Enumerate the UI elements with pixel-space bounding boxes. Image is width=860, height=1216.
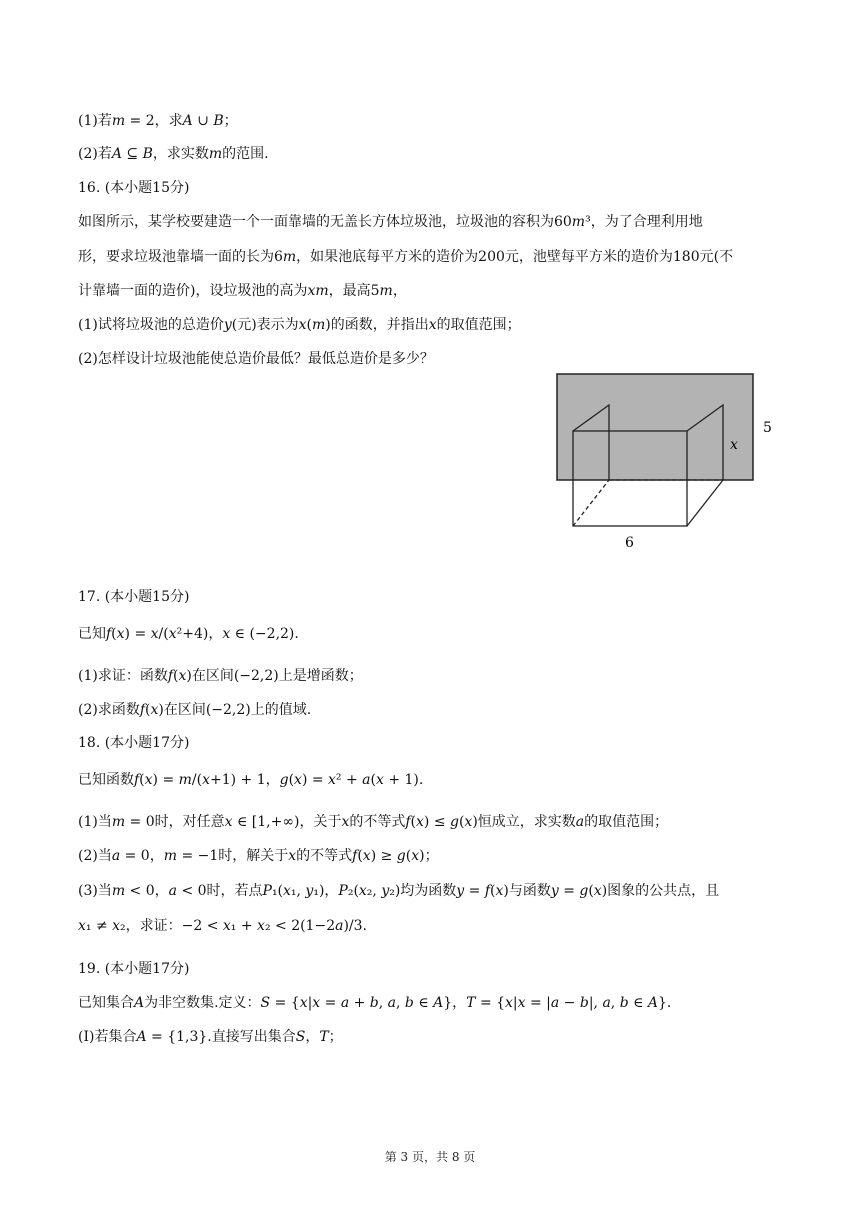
q17-stem: 已知𝑓(𝑥) = 𝑥/(𝑥²+4)，𝑥 ∈ (−2,2). xyxy=(78,626,299,642)
q16-part1: (1)试将垃圾池的总造价𝑦(元)表示为𝑥(𝑚)的函数，并指出𝑥的取值范围； xyxy=(78,317,521,333)
q15-part2: (2)若𝐴 ⊆ 𝐵，求实数𝑚的范围. xyxy=(78,146,269,162)
garbage-pool-figure xyxy=(555,372,785,552)
box-hidden-diagonal-edge xyxy=(573,480,609,526)
q16-stem-line3: 计靠墙一面的造价)，设垃圾池的高为𝑥𝑚，最高5𝑚， xyxy=(78,283,407,299)
q19-stem: 已知集合𝐴为非空数集.定义：𝑆 = {𝑥|𝑥 = 𝑎 + 𝑏, 𝑎, 𝑏 ∈ 𝐴}，𝑇 = {𝑥|𝑥 = |𝑎 − 𝑏|, 𝑎, 𝑏 ∈ 𝐴}. xyxy=(78,995,672,1011)
q17-part2: (2)求函数𝑓(𝑥)在区间(−2,2)上的值域. xyxy=(78,702,312,718)
q19-heading: 19. (本小题17分) xyxy=(78,961,190,977)
label-length: 6 xyxy=(625,535,634,551)
box-bottom-right-edge xyxy=(687,480,723,526)
q16-heading: 16. (本小题15分) xyxy=(78,180,190,196)
q16-part2: (2)怎样设计垃圾池能使总造价最低？最低总造价是多少？ xyxy=(78,351,434,367)
q18-part1: (1)当𝑚 = 0时，对任意𝑥 ∈ [1,+∞)，关于𝑥的不等式𝑓(𝑥) ≤ 𝑔(𝑥)恒成立，求实数𝑎的取值范围； xyxy=(78,814,669,830)
q18-part3-line1: (3)当𝑚 < 0，𝑎 < 0时，若点𝑃₁(𝑥₁, 𝑦₁)，𝑃₂(𝑥₂, 𝑦₂)均为函数𝑦 = 𝑓(𝑥)与函数𝑦 = 𝑔(𝑥)图象的公共点，且 xyxy=(78,883,720,899)
q16-stem-line2: 形，要求垃圾池靠墙一面的长为6𝑚，如果池底每平方米的造价为200元，池壁每平方米的造价为180元(不 xyxy=(78,249,734,265)
q17-heading: 17. (本小题15分) xyxy=(78,589,190,605)
q18-part3-line2: 𝑥₁ ≠ 𝑥₂，求证：−2 < 𝑥₁ + 𝑥₂ < 2(1−2𝑎)/3. xyxy=(78,918,367,934)
label-x: 𝑥 xyxy=(730,437,738,453)
q16-stem-line1: 如图所示，某学校要建造一个一面靠墙的无盖长方体垃圾池，垃圾池的容积为60𝑚³，为了合理利用地 xyxy=(78,214,703,230)
label-height: 5 xyxy=(763,420,772,436)
q19-part1: (Ⅰ)若集合𝐴 = {1,3}.直接写出集合𝑆，𝑇； xyxy=(78,1029,343,1045)
q15-part1: (1)若𝑚 = 2，求𝐴 ∪ 𝐵； xyxy=(78,113,238,129)
q18-stem: 已知函数𝑓(𝑥) = 𝑚/(𝑥+1) + 1，𝑔(𝑥) = 𝑥² + 𝑎(𝑥 + 1). xyxy=(78,772,424,788)
q18-part2: (2)当𝑎 = 0，𝑚 = −1时，解关于𝑥的不等式𝑓(𝑥) ≥ 𝑔(𝑥)； xyxy=(78,848,439,864)
page-footer: 第 3 页，共 8 页 xyxy=(384,1150,476,1164)
q17-part1: (1)求证：函数𝑓(𝑥)在区间(−2,2)上是增函数； xyxy=(78,668,363,684)
q18-heading: 18. (本小题17分) xyxy=(78,735,190,751)
